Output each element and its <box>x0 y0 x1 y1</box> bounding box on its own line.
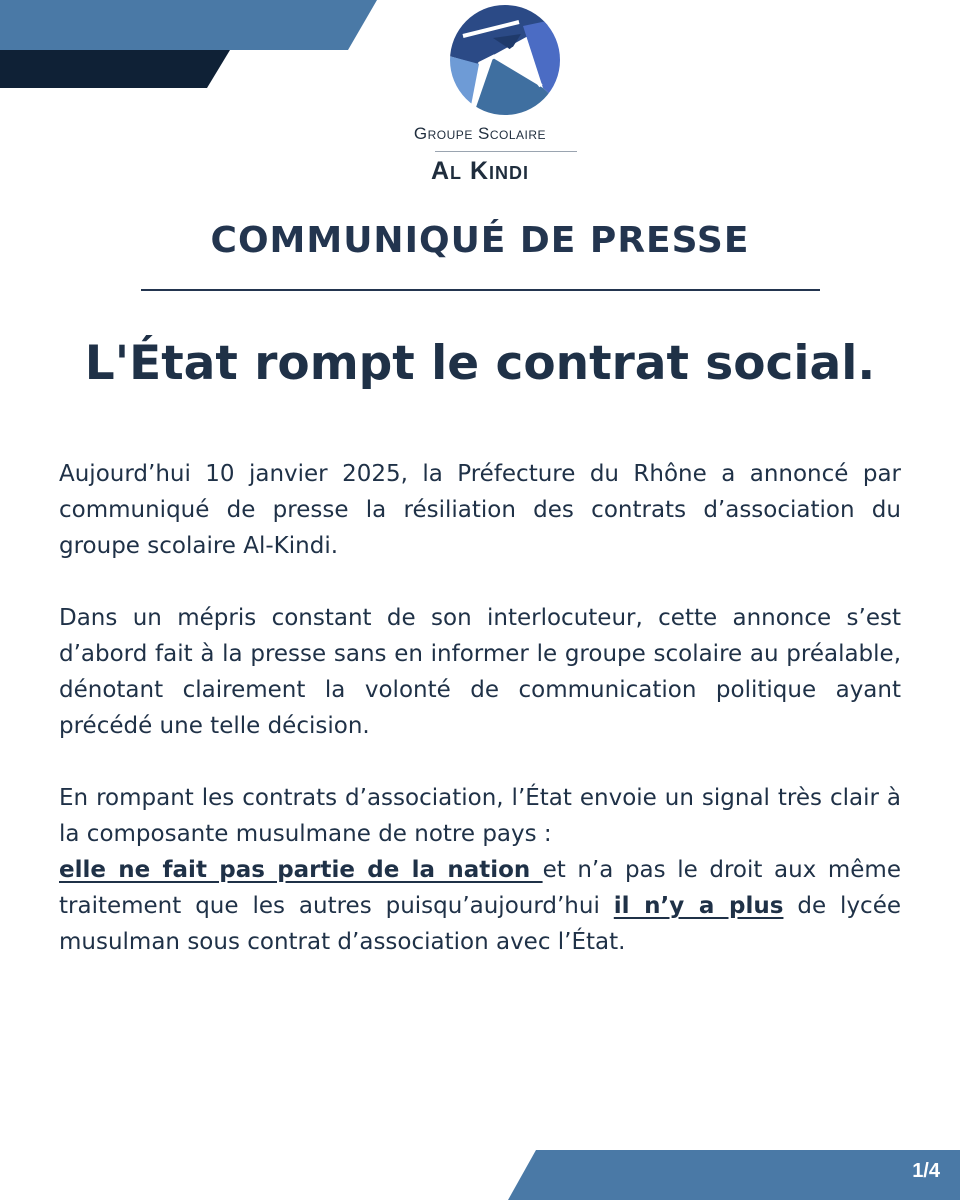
paragraph-3-intro: En rompant les contrats d’association, l’État envoie un signal très clair à la composante musulmane de notre pays : <box>59 785 901 847</box>
emphasis-no-more: il n’y a plus <box>613 893 784 919</box>
paragraph-1: Aujourd’hui 10 janvier 2025, la Préfecture du Rhône a annoncé par communiqué de presse la résiliation des contrats d’association du groupe scolaire Al-Kindi. <box>59 461 901 559</box>
paragraph-3-text: et n’a pas le droit aux même traitement que les autres puisqu’aujourd’hui <box>59 857 901 919</box>
press-release-label: COMMUNIQUÉ DE PRESSE <box>210 220 750 261</box>
top-navy-band <box>0 50 230 88</box>
paragraph-3-rest <box>59 852 901 960</box>
kicker-divider <box>141 289 820 291</box>
paragraph-3-end: de lycée musulman sous contrat d’association avec l’État. <box>59 893 901 955</box>
org-name-line2: Al Kindi <box>430 157 530 185</box>
org-name-line1: Groupe Scolaire <box>413 124 547 143</box>
school-logo <box>449 4 561 116</box>
top-steel-band <box>0 0 377 50</box>
paragraph-2: Dans un mépris constant de son interlocuteur, cette annonce s’est d’abord fait à la presse sans en informer le groupe scolaire au préalable, dénotant clairement la volonté de communication politique ayant précédé une telle décision. <box>59 605 901 739</box>
body-text <box>59 456 901 960</box>
org-divider <box>435 151 577 152</box>
emphasis-nation: elle ne fait pas partie de la nation <box>59 857 543 883</box>
headline: L'État rompt le contrat social. <box>84 336 876 391</box>
page-indicator: 1/4 <box>912 1160 940 1182</box>
